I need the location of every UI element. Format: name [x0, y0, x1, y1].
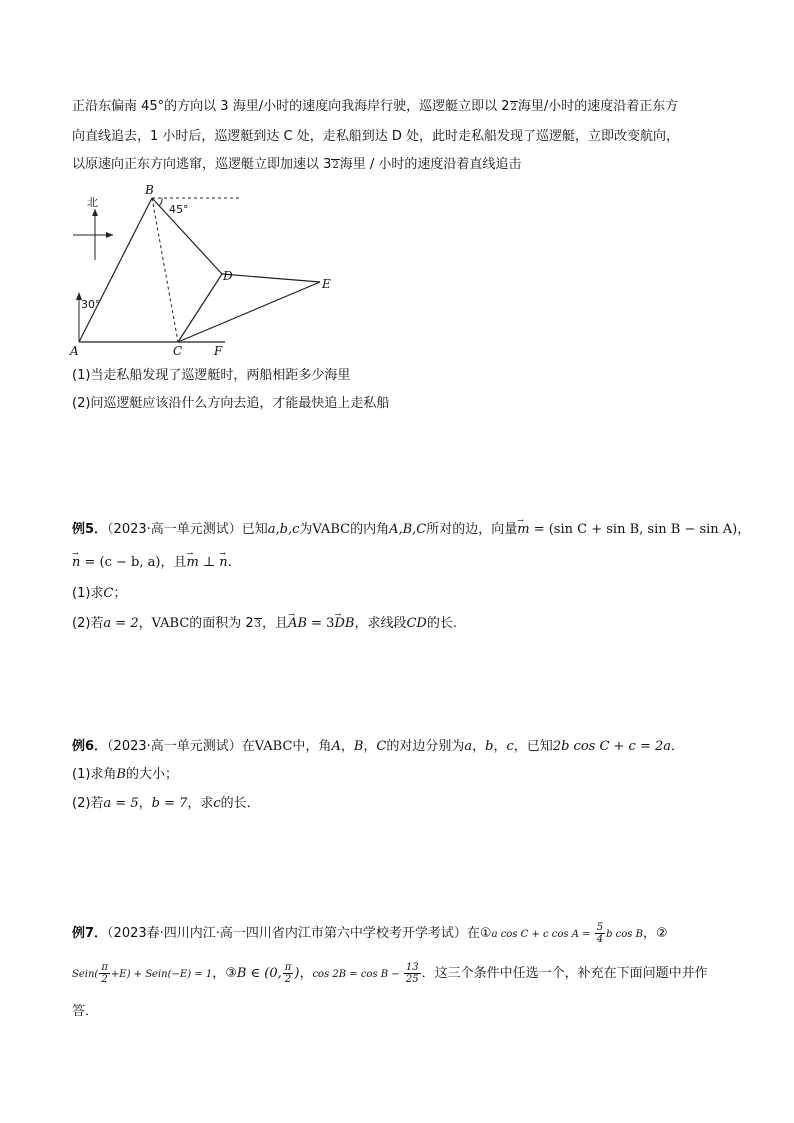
ex7-statement: 例7．（2023春·四川内江·高一四川省内江市第六中学校考开学考试）在①a cos C + c cos A = $\frac{5}{4}$ b cos B，② [72, 922, 668, 945]
ex5-question-1: (1)求C； [72, 586, 127, 601]
problem4-line-1: 正沿东偏南 45°的方向以 3 海里/小时的速度向我海岸行驶，巡逻艇立即以 22海里/小时的速度沿着正东方 [72, 99, 679, 114]
point-d-label: D [223, 269, 233, 283]
ex5-question-2: (2)若a = 2，VABC的面积为 23，且→ AB = 3→ DB，求线段CD的长. [72, 614, 457, 635]
point-e-label: E [322, 277, 331, 291]
geometry-figure [65, 182, 355, 362]
ex7-conditions: Sein( $\frac{\pi}{2}$ +E) + Sein(−E) = 1，③B ∈ (0, $\frac{\pi}{2}$ )，cos 2B = cos B − $\frac{13}{25}$ ．这三个条件中任选一个，补充在下面问题中并作 [72, 962, 708, 985]
ex6-statement: 例6．（2023·高一单元测试）在VABC中，角A，B，C的对边分别为a，b，c，已知2b cos C + c = 2a． [72, 739, 685, 754]
point-a-label: A [70, 344, 79, 358]
ex5-statement: 例5．（2023·高一单元测试）已知a,b,c为VABC的内角A,B,C所对的边，向量→ m = (sin C + sin B, sin B − sin A)， [72, 520, 750, 540]
problem4-line-2: 向直线追去，1 小时后，巡逻艇到达 C 处，走私船到达 D 处，此时走私船发现了巡逻艇，立即改变航向， [72, 129, 680, 144]
point-b-label: B [145, 183, 154, 197]
ex6-question-2: (2)若a = 5，b = 7，求c的长． [72, 796, 260, 811]
angle-30-label: 30° [81, 298, 101, 311]
problem4-question-1: (1)当走私船发现了巡逻艇时，两船相距多少海里 [72, 368, 351, 383]
problem4-question-2: (2)问巡逻艇应该沿什么方向去追，才能最快追上走私船 [72, 396, 390, 411]
problem4-line-3: 以原速向正东方向逃窜，巡逻艇立即加速以 32海里 / 小时的速度沿着直线追击 [72, 157, 522, 172]
ex7-line-3: 答． [72, 1004, 99, 1019]
north-label: 北 [87, 196, 98, 209]
ex5-label: 例5． [72, 522, 108, 537]
ex6-question-1: (1)求角B的大小； [72, 767, 178, 782]
angle-45-label: 45° [169, 203, 189, 216]
point-c-label: C [173, 344, 183, 358]
point-f-label: F [214, 344, 223, 358]
ex6-label: 例6． [72, 739, 108, 754]
ex7-label: 例7． [72, 926, 108, 941]
ex5-statement-2: → n = (c − b, a)，且→ m ⊥ → n. [72, 553, 232, 573]
